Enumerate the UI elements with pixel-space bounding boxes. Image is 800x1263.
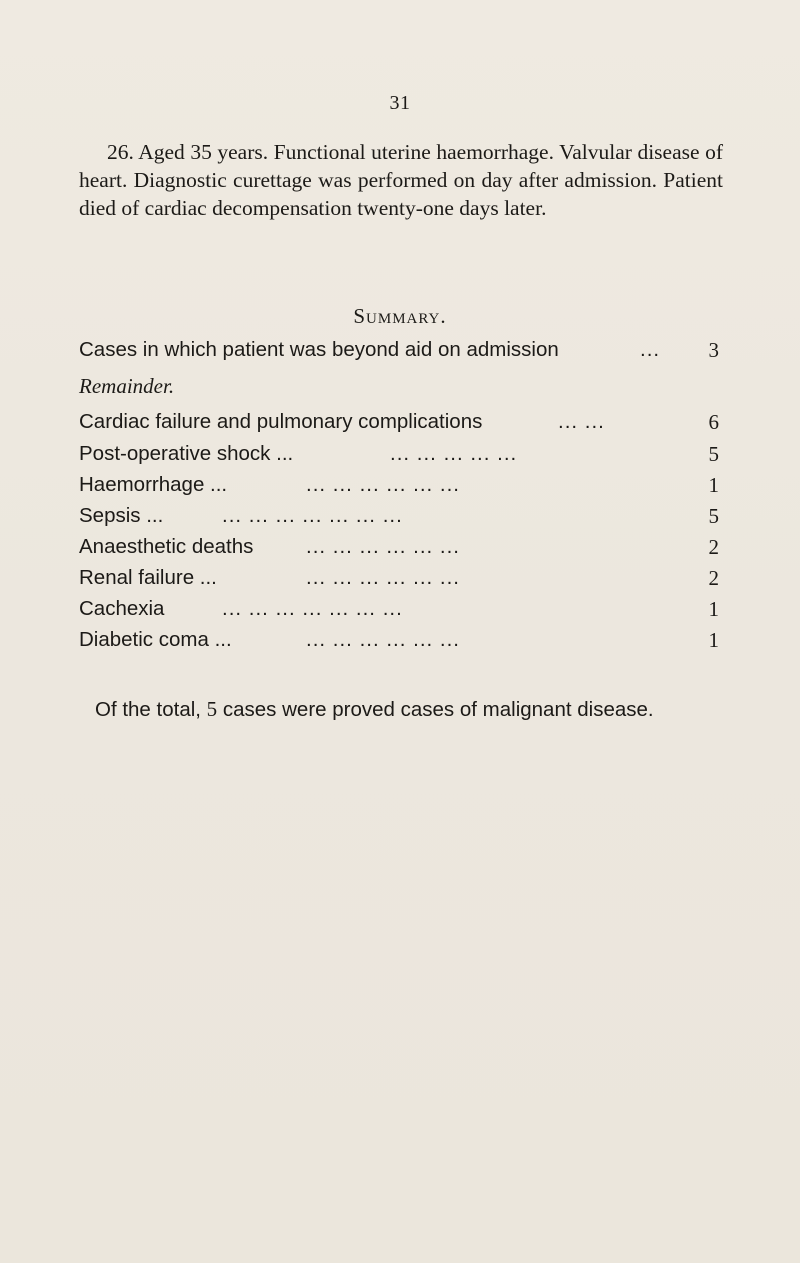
row-label: Cachexia — [79, 597, 165, 620]
leader-dots: ... ... ... ... ... ... — [306, 473, 460, 496]
leader-dots: ... ... ... ... ... ... ... — [222, 597, 403, 620]
row-count: 2 — [708, 566, 719, 590]
beyond-aid-label: Cases in which patient was beyond aid on admission — [79, 338, 559, 361]
page-number: 31 — [389, 92, 411, 114]
closing-sentence — [95, 695, 654, 724]
table-row — [79, 502, 719, 530]
table-row — [79, 471, 719, 499]
table-row — [79, 626, 719, 654]
leader-dots: ... — [640, 338, 661, 361]
row-count: 1 — [708, 473, 719, 497]
beyond-aid-row — [79, 336, 719, 364]
row-label: Cardiac failure and pulmonary complications — [79, 410, 483, 433]
leader-dots: ... ... ... ... ... ... — [306, 628, 460, 651]
closing-text-after: cases were proved cases of malignant disease. — [217, 698, 654, 721]
leader-dots: ... ... ... ... ... ... — [306, 566, 460, 589]
row-count: 1 — [708, 597, 719, 621]
table-row — [79, 564, 719, 592]
row-count: 5 — [708, 442, 719, 466]
row-label: Haemorrhage ... — [79, 473, 228, 496]
leader-dots: ... ... ... ... ... ... — [306, 535, 460, 558]
closing-text-before: Of the total, — [95, 698, 207, 721]
closing-number: 5 — [206, 697, 218, 721]
leader-dots: ... ... — [558, 410, 605, 433]
table-row — [79, 408, 719, 436]
beyond-aid-count: 3 — [708, 338, 719, 362]
leader-dots: ... ... ... ... ... — [390, 442, 518, 465]
row-count: 2 — [708, 535, 719, 559]
row-count: 5 — [708, 504, 719, 528]
row-count: 1 — [708, 628, 719, 652]
row-count: 6 — [708, 410, 719, 434]
row-label: Sepsis ... — [79, 504, 164, 527]
table-row — [79, 595, 719, 623]
leader-dots: ... ... ... ... ... ... ... — [222, 504, 403, 527]
table-row — [79, 533, 719, 561]
summary-heading: Summary. — [353, 304, 447, 328]
case-paragraph: 26. Aged 35 years. Functional uterine haemorrhage. Valvular disease of heart. Diagnostic curettage was performed on day after admission. Patient died of cardiac decompensation twenty-one days later. — [79, 140, 723, 220]
row-label: Post-operative shock ... — [79, 442, 294, 465]
row-label: Anaesthetic deaths — [79, 535, 254, 558]
row-label: Diabetic coma ... — [79, 628, 232, 651]
table-row — [79, 440, 719, 468]
remainder-heading: Remainder. — [79, 374, 175, 398]
row-label: Renal failure ... — [79, 566, 217, 589]
